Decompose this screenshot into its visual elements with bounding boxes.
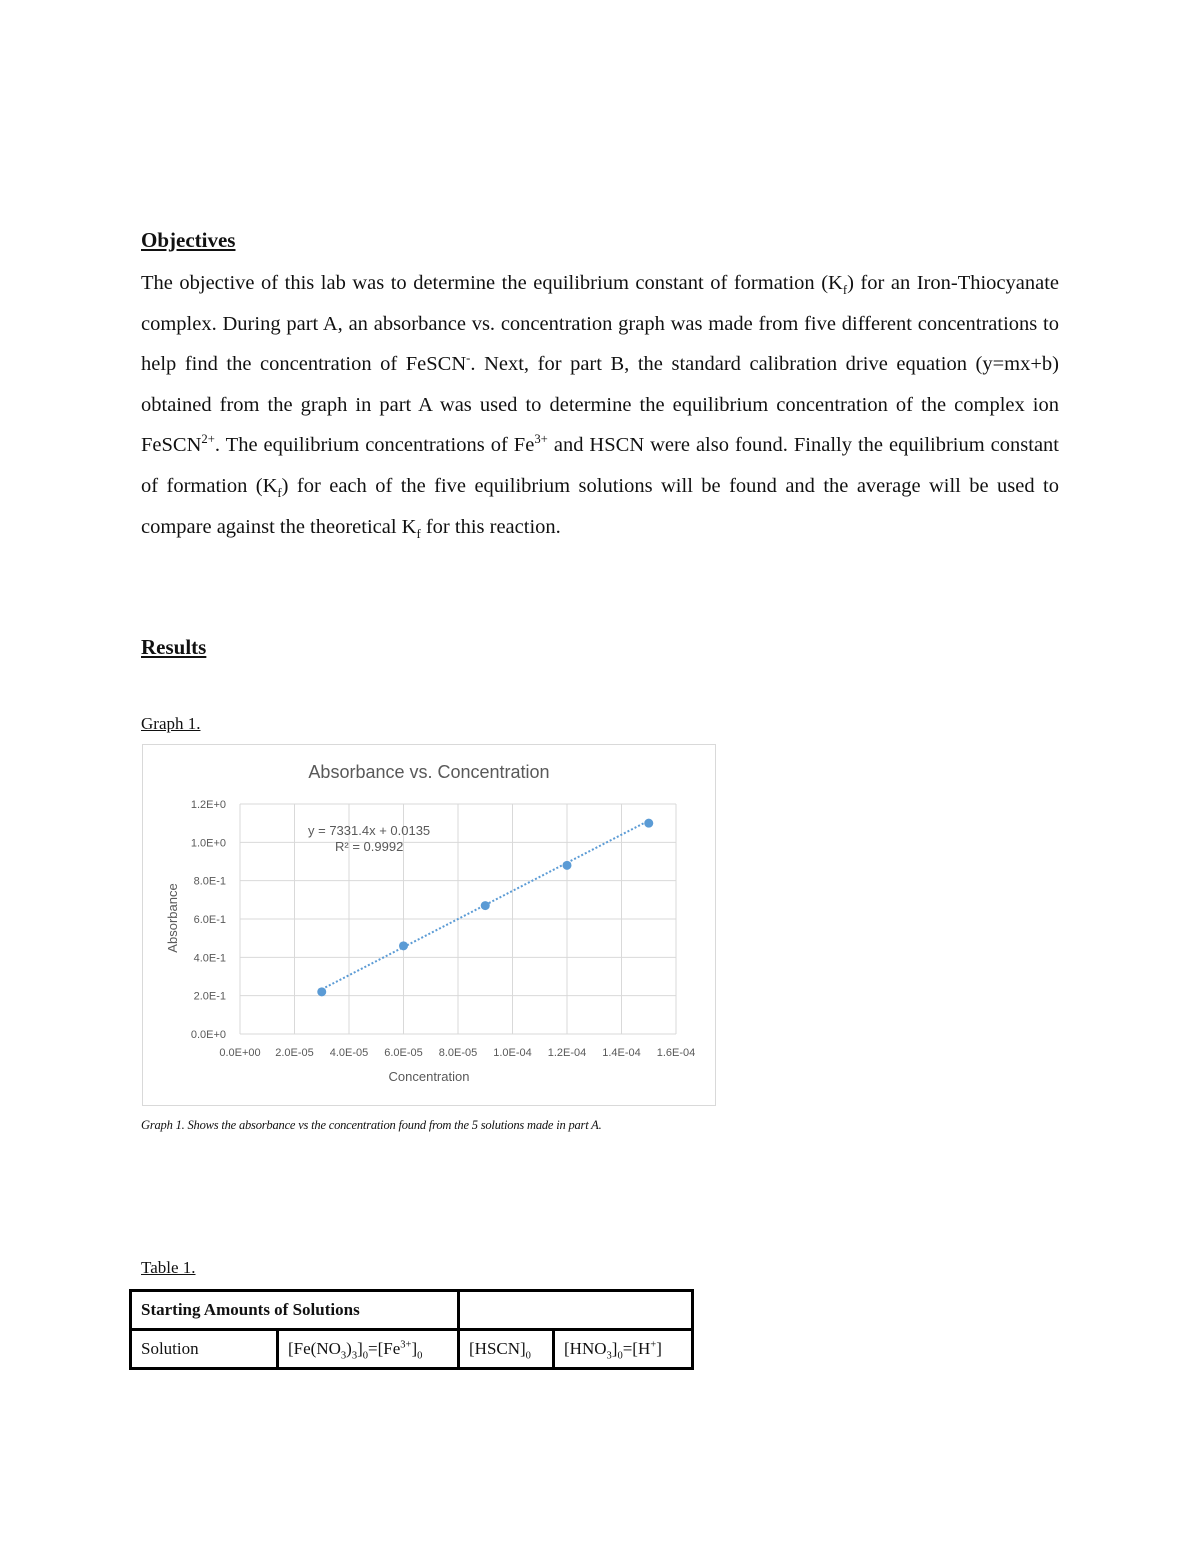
- subscript: f: [277, 486, 282, 501]
- subscript: 3: [340, 1350, 347, 1362]
- table-cell: [278, 1330, 459, 1369]
- subscript: 3: [606, 1350, 612, 1362]
- x-tick-label: 0.0E+00: [219, 1047, 261, 1059]
- superscript: 3+: [534, 432, 548, 447]
- subscript: f: [416, 526, 421, 541]
- superscript: +: [650, 1339, 657, 1351]
- data-point: [481, 901, 490, 910]
- subscript: 0: [617, 1350, 623, 1362]
- objectives-heading: Objectives: [141, 228, 236, 252]
- chart-container: [142, 744, 716, 1106]
- subscript: 3: [351, 1350, 358, 1362]
- cell-text: =[H: [622, 1339, 651, 1358]
- table-row: [131, 1291, 693, 1330]
- x-tick-label: 6.0E-05: [384, 1047, 423, 1059]
- y-tick-label: 2.0E-1: [193, 990, 226, 1003]
- objectives-paragraph: [141, 263, 1059, 547]
- chart-title: Absorbance vs. Concentration: [308, 762, 550, 782]
- text-run: for this reaction.: [420, 515, 561, 538]
- data-point: [563, 861, 572, 870]
- x-tick-label: 1.6E-04: [656, 1047, 696, 1059]
- trendline-r2: R² = 0.9992: [335, 839, 404, 854]
- cell-text: ]: [611, 1339, 618, 1358]
- x-axis-label: Concentration: [388, 1069, 470, 1084]
- subscript: f: [842, 283, 848, 298]
- cell-text: [HSCN]: [469, 1339, 526, 1358]
- y-axis-label: Absorbance: [165, 883, 180, 953]
- text-run: The objective of this lab was to determine the equilibrium constant of formation (K: [141, 272, 843, 294]
- y-tick-label: 4.0E-1: [193, 952, 226, 965]
- cell-text: =[Fe: [368, 1339, 401, 1358]
- cell-text: ): [346, 1339, 352, 1358]
- table-cell: Solution: [131, 1330, 278, 1369]
- superscript: 2+: [201, 432, 215, 447]
- x-tick-label: 1.4E-04: [602, 1047, 641, 1059]
- data-point: [399, 941, 408, 950]
- y-tick-label: 6.0E-1: [193, 914, 226, 926]
- text-run: . The equilibrium concentrations of Fe: [214, 434, 535, 457]
- data-point: [317, 987, 326, 996]
- y-tick-label: 8.0E-1: [193, 875, 226, 888]
- absorbance-chart: [143, 745, 715, 1105]
- x-tick-label: 2.0E-05: [275, 1047, 314, 1059]
- subscript: 0: [362, 1350, 369, 1362]
- table-label: Table 1.: [141, 1258, 196, 1277]
- cell-text: ]: [411, 1339, 418, 1358]
- x-tick-label: 1.2E-04: [547, 1047, 587, 1059]
- text-run: ) for an Iron-Thiocyanate complex. During part A, an absorbance vs. concentration graph was made from five different concentrations to help find the concentration of FeSCN: [141, 272, 1060, 376]
- superscript: 3+: [400, 1339, 412, 1351]
- table-header-cell: Starting Amounts of Solutions: [131, 1291, 459, 1330]
- cell-text: ]: [357, 1339, 363, 1358]
- x-tick-label: 1.0E-04: [493, 1047, 532, 1059]
- table-row: [131, 1330, 693, 1369]
- trendline-equation: y = 7331.4x + 0.0135: [308, 823, 431, 838]
- tick-labels: [191, 799, 695, 1059]
- y-tick-label: 1.2E+0: [190, 799, 226, 811]
- table-cell: [459, 1330, 554, 1369]
- table-cell: [554, 1330, 693, 1369]
- subscript: 0: [417, 1350, 423, 1362]
- cell-text: [HNO: [564, 1339, 607, 1358]
- text-run: and HSCN were also found. Finally the equilibrium constant of formation (K: [141, 434, 1059, 497]
- starting-amounts-table: [129, 1289, 694, 1370]
- superscript: -: [466, 351, 471, 366]
- graph-caption: Graph 1. Shows the absorbance vs the concentration found from the 5 solutions made in part A.: [141, 1118, 602, 1132]
- subscript: 0: [525, 1350, 531, 1362]
- x-tick-label: 8.0E-05: [438, 1047, 478, 1059]
- y-tick-label: 0.0E+0: [190, 1029, 226, 1041]
- graph-label: Graph 1.: [141, 714, 201, 733]
- cell-text: [Fe(NO: [288, 1339, 341, 1358]
- text-run: ) for each of the five equilibrium solutions will be found and the average will be used to compare against the theoretical K: [141, 474, 1059, 538]
- y-tick-label: 1.0E+0: [190, 837, 226, 850]
- table-empty-cell: [459, 1291, 693, 1330]
- cell-text: ]: [656, 1339, 662, 1358]
- x-tick-label: 4.0E-05: [329, 1047, 369, 1059]
- text-run: . Next, for part B, the standard calibration drive equation (y=mx+b) obtained from the graph in part A was used to determine the equilibrium concentration of the complex ion FeSCN: [141, 353, 1059, 457]
- data-point: [644, 819, 653, 828]
- results-heading: Results: [141, 635, 207, 659]
